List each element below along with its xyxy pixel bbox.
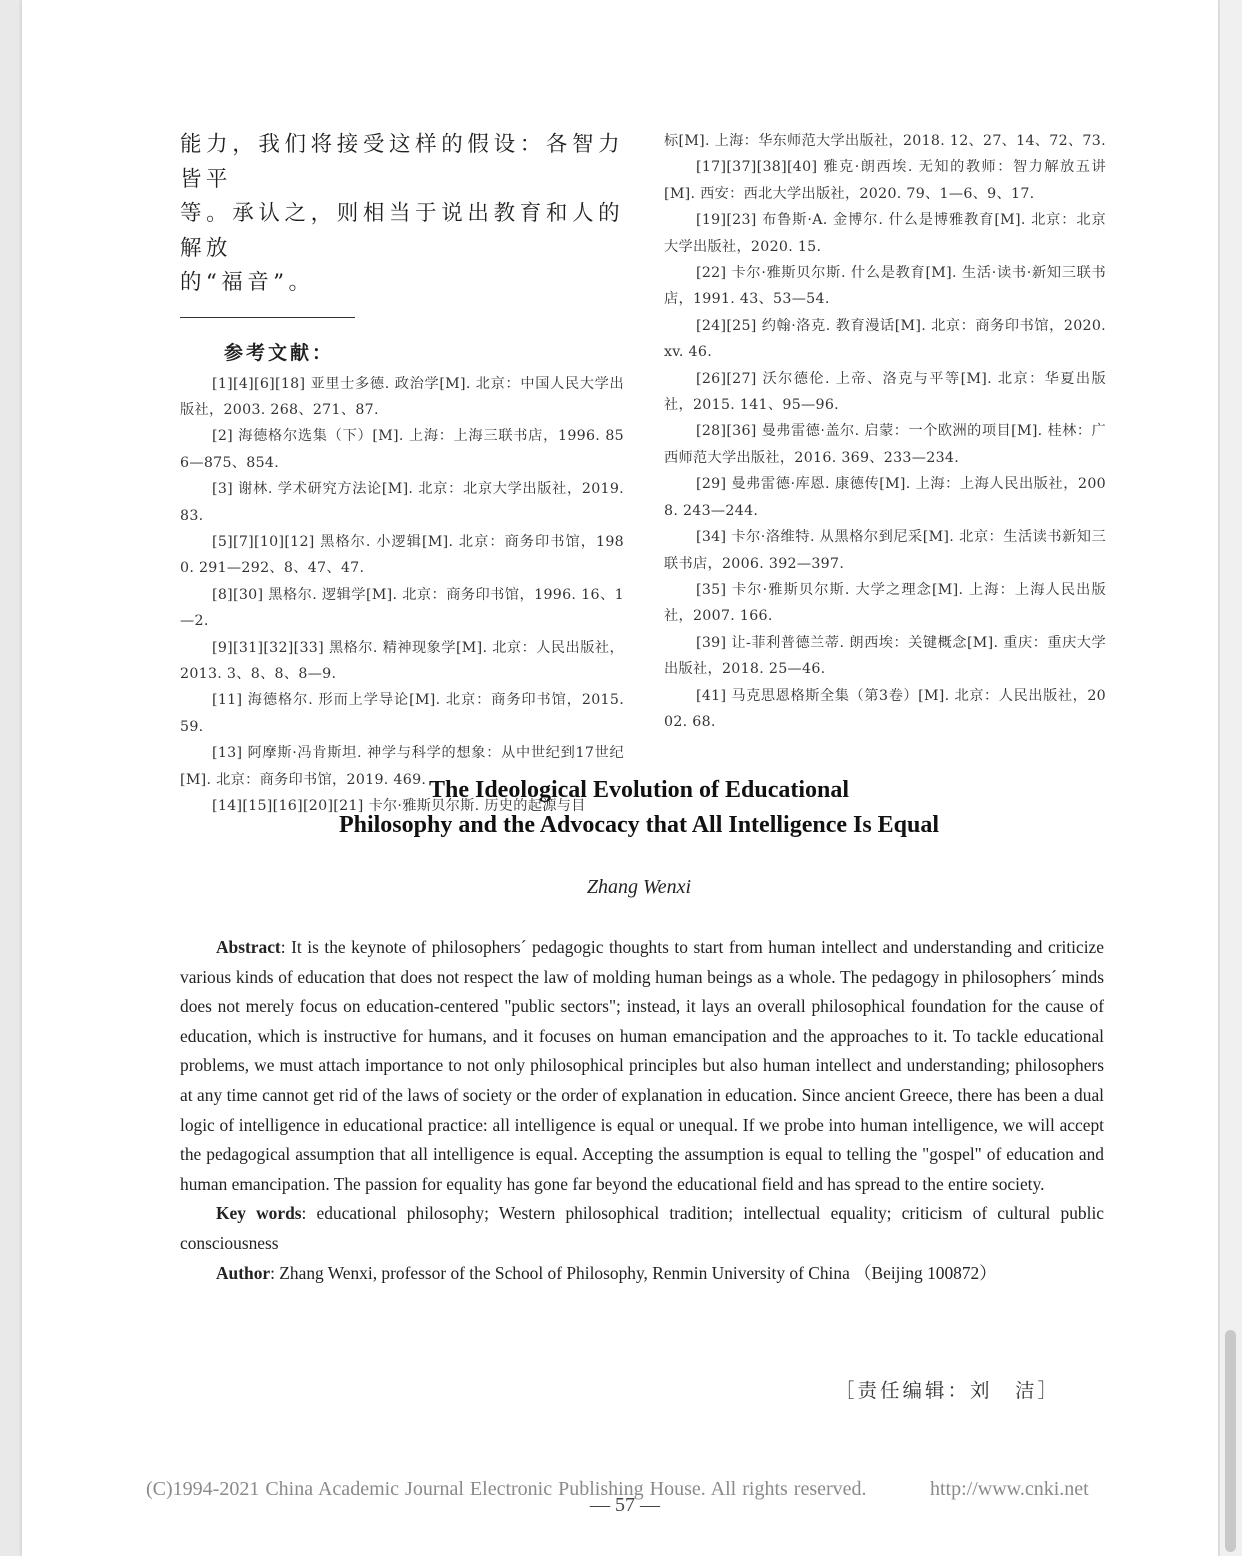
reference-item: [35] 卡尔·雅斯贝尔斯. 大学之理念[M]. 上海：上海人民出版社，2007. 166. bbox=[664, 581, 1106, 625]
reference-item: [5][7][10][12] 黑格尔. 小逻辑[M]. 北京：商务印书馆，1980. 291—292、8、47、47. bbox=[180, 533, 624, 577]
body-line: 能力，我们将接受这样的假设：各智力皆平 bbox=[180, 132, 624, 192]
body-line: 的“福音”。 bbox=[180, 270, 315, 295]
abstract-label: Abstract bbox=[216, 937, 281, 957]
reference-item: [19][23] 布鲁斯·A. 金博尔. 什么是博雅教育[M]. 北京：北京大学出版社，2020. 15. bbox=[664, 212, 1106, 255]
left-column bbox=[180, 128, 624, 819]
english-abstract-block bbox=[180, 933, 1104, 1288]
reference-item: [17][37][38][40] 雅克·朗西埃. 无知的教师：智力解放五讲[M]. 西安：西北大学出版社，2020. 79、1—6、9、17. bbox=[664, 159, 1106, 202]
reference-item: 标[M]. 上海：华东师范大学出版社，2018. 12、27、14、72、73. bbox=[664, 133, 1106, 149]
right-reference-list bbox=[664, 128, 1106, 735]
footnote-rule bbox=[180, 317, 355, 318]
copyright-footer: (C)1994-2021 China Academic Journal Electronic Publishing House. All rights reserved. bbox=[146, 1478, 867, 1500]
document-page bbox=[22, 0, 1218, 1556]
scrollbar-thumb[interactable] bbox=[1225, 1330, 1236, 1552]
reference-item: [26][27] 沃尔德伦. 上帝、洛克与平等[M]. 北京：华夏出版社，2015. 141、95—96. bbox=[664, 370, 1106, 414]
reference-item: [11] 海德格尔. 形而上学导论[M]. 北京：商务印书馆，2015. 59. bbox=[180, 692, 624, 735]
reference-item: [14][15][16][20][21] 卡尔·雅斯贝尔斯. 历史的起源与目 bbox=[212, 798, 586, 814]
reference-item: [41] 马克思恩格斯全集（第3卷）[M]. 北京：人民出版社，2002. 68. bbox=[664, 687, 1106, 730]
reference-item: [29] 曼弗雷德·库恩. 康德传[M]. 上海：上海人民出版社，2008. 243—244. bbox=[664, 476, 1106, 519]
editor-note: ［责任编辑：刘 洁］ bbox=[834, 1379, 1060, 1402]
reference-item: [28][36] 曼弗雷德·盖尔. 启蒙：一个欧洲的项目[M]. 桂林：广西师范大学出版社，2016. 369、233—234. bbox=[664, 423, 1106, 466]
english-author: Zhang Wenxi bbox=[586, 876, 692, 898]
reference-item: [8][30] 黑格尔. 逻辑学[M]. 北京：商务印书馆，1996. 16、1—2. bbox=[180, 586, 624, 630]
author-text: : Zhang Wenxi, professor of the School of Philosophy, Renmin University of China （Beijing 100872） bbox=[270, 1262, 997, 1283]
right-column bbox=[664, 128, 1106, 735]
body-line: 等。承认之，则相当于说出教育和人的解放 bbox=[180, 201, 624, 261]
left-reference-list bbox=[180, 371, 624, 820]
english-title-line: Philosophy and the Advocacy that All Intelligence Is Equal bbox=[338, 812, 940, 838]
reference-item: [34] 卡尔·洛维特. 从黑格尔到尼采[M]. 北京：生活读书新知三联书店，2006. 392—397. bbox=[664, 529, 1106, 572]
english-title-line: The Ideological Evolution of Educational bbox=[428, 777, 850, 803]
english-title bbox=[180, 773, 1098, 843]
page-number: — 57 — bbox=[590, 1494, 660, 1516]
footer-url-link[interactable]: http://www.cnki.net bbox=[930, 1478, 1089, 1500]
abstract-text: : It is the keynote of philosophers´ pedagogic thoughts to start from human intellect and understanding and criticize various kinds of education that does not respect the law of molding human beings as a whole. The pedagogy in philosophers´ minds does not merely focus on education-centered "public sectors"; instead, it lays an overall philosophical foundation for the cause of education, which is instructive for humans, and it focuses on human emancipation and the approaches to it. To tackle educational problems, we must attach importance to not only philosophical principles but also human intellect and understanding; philosophers at any time cannot get rid of the laws of society or the order of explanation in education. Since ancient Greece, there has been a dual logic of intelligence in educational practice: all intelligence is equal or unequal. If we probe into human intelligence, we will accept the pedagogical assumption that all intelligence is equal. Accepting the assumption is equal to telling the "gospel" of education and human emancipation. The passion for equality has gone far beyond the educational field and has spread to the entire society. bbox=[180, 937, 1104, 1194]
reference-item: [1][4][6][18] 亚里士多德. 政治学[M]. 北京：中国人民大学出版社，2003. 268、271、87. bbox=[180, 375, 624, 418]
reference-item: [24][25] 约翰·洛克. 教育漫话[M]. 北京：商务印书馆，2020. xv. 46. bbox=[664, 317, 1106, 361]
reference-item: [22] 卡尔·雅斯贝尔斯. 什么是教育[M]. 生活·读书·新知三联书店，1991. 43、53—54. bbox=[664, 265, 1106, 308]
vertical-scrollbar[interactable] bbox=[1220, 0, 1242, 1556]
author-label: Author bbox=[216, 1262, 271, 1283]
references-title: 参考文献： bbox=[224, 341, 335, 364]
body-text bbox=[180, 128, 624, 301]
reference-item: [13] 阿摩斯·冯肯斯坦. 神学与科学的想象：从中世纪到17世纪[M]. 北京：商务印书馆，2019. 469. bbox=[180, 745, 624, 788]
author-paragraph bbox=[180, 1259, 1104, 1289]
keywords-paragraph bbox=[180, 1199, 1104, 1258]
keywords-text: : educational philosophy; Western philosophical tradition; intellectual equality; criticism of cultural public consciousness bbox=[180, 1203, 1105, 1253]
reference-item: [9][31][32][33] 黑格尔. 精神现象学[M]. 北京：人民出版社，2013. 3、8、8、8—9. bbox=[180, 639, 624, 682]
reference-item: [39] 让-菲利普德兰蒂. 朗西埃：关键概念[M]. 重庆：重庆大学出版社，2018. 25—46. bbox=[664, 634, 1106, 678]
reference-item: [3] 谢林. 学术研究方法论[M]. 北京：北京大学出版社，2019. 83. bbox=[180, 481, 624, 524]
keywords-label: Key words bbox=[216, 1203, 302, 1224]
reference-item: [2] 海德格尔选集（下）[M]. 上海：上海三联书店，1996. 856—875、854. bbox=[180, 428, 624, 471]
abstract-paragraph bbox=[180, 933, 1104, 1199]
